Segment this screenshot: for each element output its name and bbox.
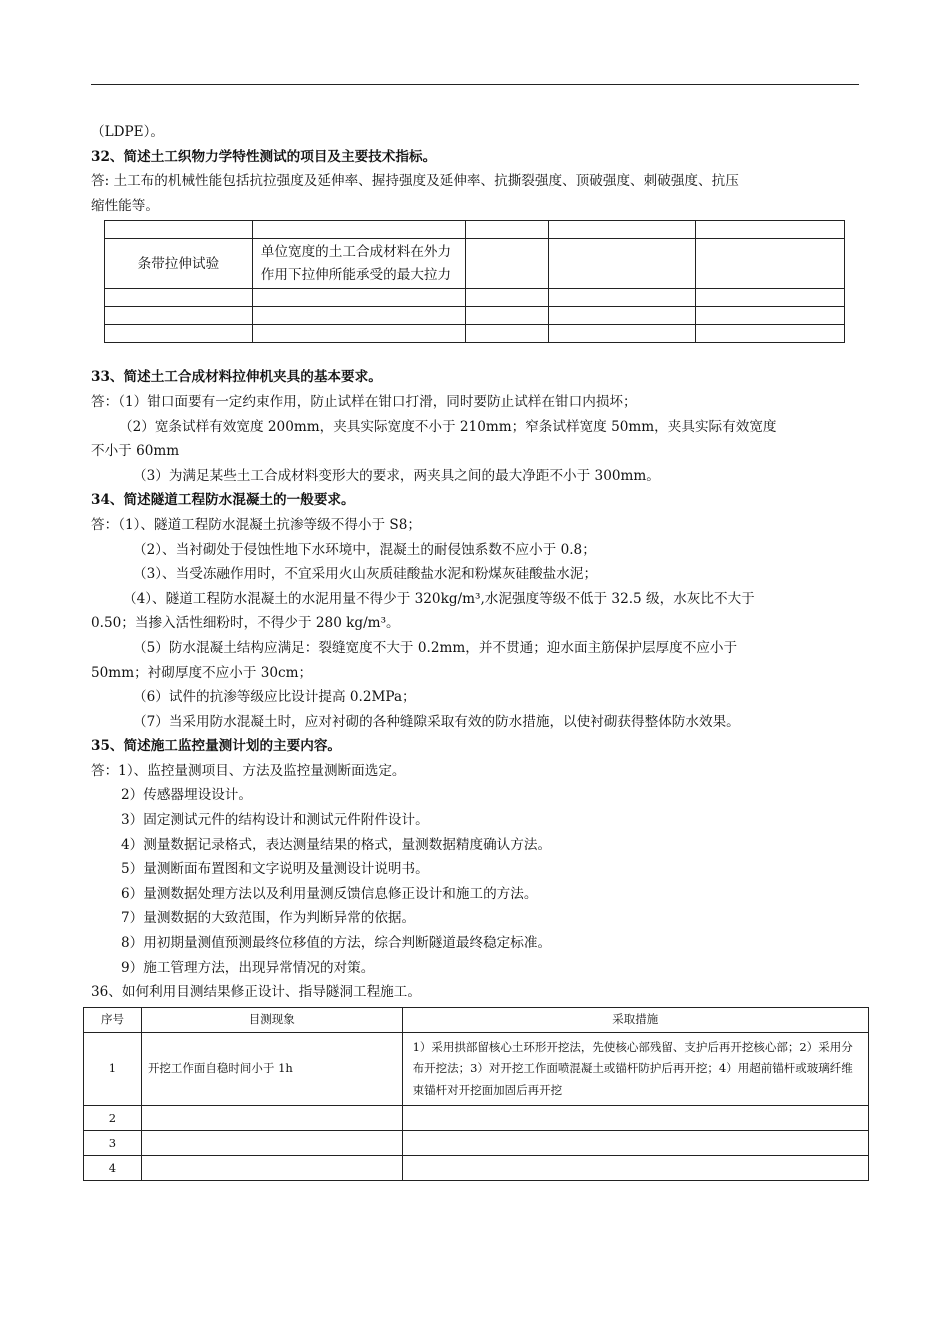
q34-answer-4-line2: 0.50；当掺入活性细粉时，不得少于 280 kg/m³。: [91, 615, 400, 632]
table-row: [105, 307, 845, 325]
q33-answer-3: （3）为满足某些土工合成材料变形大的要求，两夹具之间的最大净距不小于 300mm。: [133, 467, 660, 484]
table-row: [84, 1156, 869, 1181]
q36-title: 36、如何利用目测结果修正设计、指导隧洞工程施工。: [91, 984, 421, 1001]
table-row: [105, 325, 845, 343]
q35-item: 8）用初期量测值预测最终位移值的方法，综合判断隧道最终稳定标准。: [121, 935, 552, 952]
top-line: （LDPE）。: [91, 124, 164, 140]
table-row: [105, 239, 845, 289]
table-header-row: [84, 1007, 869, 1032]
q34-answer-4-line1: （4）、隧道工程防水混凝土的水泥用量不得少于 320kg/m³,水泥强度等级不低于 32.5 级，水灰比不大于: [123, 590, 755, 607]
table-cell-no: 1: [84, 1032, 142, 1106]
table-cell-definition: 单位宽度的土工合成材料在外力作用下拉伸所能承受的最大拉力: [252, 239, 465, 289]
q32-table: [104, 220, 845, 343]
q33-title: 33、简述土工合成材料拉伸机夹具的基本要求。: [91, 369, 382, 386]
q34-answer-2: （2）、当衬砌处于侵蚀性地下水环境中，混凝土的耐侵蚀系数不应小于 0.8；: [133, 541, 596, 558]
table-header-measures: 采取措施: [402, 1007, 868, 1032]
q34-title: 34、简述隧道工程防水混凝土的一般要求。: [91, 492, 355, 509]
table-cell-no: 2: [84, 1106, 142, 1131]
table-cell-test-name: 条带拉伸试验: [105, 239, 253, 289]
q35-title: 35、简述施工监控量测计划的主要内容。: [91, 738, 342, 755]
table-cell-no: 4: [84, 1156, 142, 1181]
q35-item: 7）量测数据的大致范围，作为判断异常的依据。: [121, 910, 416, 927]
table-header-phenomenon: 目测现象: [141, 1007, 402, 1032]
q36-table: [83, 1007, 869, 1182]
table-header-no: 序号: [84, 1007, 142, 1032]
table-cell-measures: 1）采用拱部留核心土环形开挖法，先使核心部残留、支护后再开挖核心部；2）采用分布开挖法；3）对开挖工作面喷混凝土或锚杆防护后再开挖；4）用超前锚杆或玻璃纤维束锚杆对开挖面加固后再开挖: [402, 1032, 868, 1106]
q33-answer-1: 答：（1）钳口面要有一定约束作用，防止试样在钳口打滑，同时要防止试样在钳口内损坏；: [91, 393, 637, 410]
q32-answer-line2: 缩性能等。: [91, 197, 159, 214]
table-cell-phenomenon: 开挖工作面自稳时间小于 1h: [141, 1032, 402, 1106]
q34-answer-6: （6）试件的抗渗等级应比设计提高 0.2MPa；: [133, 689, 416, 706]
q35-item: 6）量测数据处理方法以及利用量测反馈信息修正设计和施工的方法。: [121, 885, 538, 902]
q32-answer-line1: 答: 土工布的机械性能包括抗拉强度及延伸率、握持强度及延伸率、抗撕裂强度、顶破强度、刺破强度、抗压: [91, 173, 739, 190]
header-rule: [91, 84, 859, 85]
q34-answer-5-line2: 50mm；衬砌厚度不应小于 30cm；: [91, 664, 313, 681]
q35-item: 4）测量数据记录格式，表达测量结果的格式，量测数据精度确认方法。: [121, 836, 552, 853]
table-row: [84, 1106, 869, 1131]
table-row: [84, 1032, 869, 1106]
q35-item: 答：1）、监控量测项目、方法及监控量测断面选定。: [91, 762, 406, 779]
q32-title: 32、简述土工织物力学特性测试的项目及主要技术指标。: [91, 148, 437, 165]
table-cell-no: 3: [84, 1131, 142, 1156]
table-row: [105, 289, 845, 307]
q35-item: 9）施工管理方法，出现异常情况的对策。: [121, 959, 375, 976]
table-row: [105, 221, 845, 239]
q33-answer-2-line1: （2）宽条试样有效宽度 200mm，夹具实际宽度不小于 210mm；窄条试样宽度 50mm，夹具实际有效宽度: [119, 418, 777, 435]
q34-answer-1: 答：（1）、隧道工程防水混凝土抗渗等级不得小于 S8；: [91, 516, 421, 533]
document-body: [91, 120, 861, 1181]
q35-item: 3）固定测试元件的结构设计和测试元件附件设计。: [121, 812, 429, 829]
q34-answer-3: （3）、当受冻融作用时，不宜采用火山灰质硅酸盐水泥和粉煤灰硅酸盐水泥；: [133, 566, 598, 583]
q35-item: 2）传感器埋设设计。: [121, 787, 252, 804]
q33-answer-2-line2: 不小于 60mm: [91, 443, 180, 460]
table-row: [84, 1131, 869, 1156]
q34-answer-7: （7）当采用防水混凝土时，应对衬砌的各种缝隙采取有效的防水措施，以使衬砌获得整体防水效果。: [133, 713, 740, 730]
q34-answer-5-line1: （5）防水混凝土结构应满足：裂缝宽度不大于 0.2mm，并不贯通；迎水面主筋保护层厚度不应小于: [133, 639, 738, 656]
q35-item: 5）量测断面布置图和文字说明及量测设计说明书。: [121, 861, 429, 878]
